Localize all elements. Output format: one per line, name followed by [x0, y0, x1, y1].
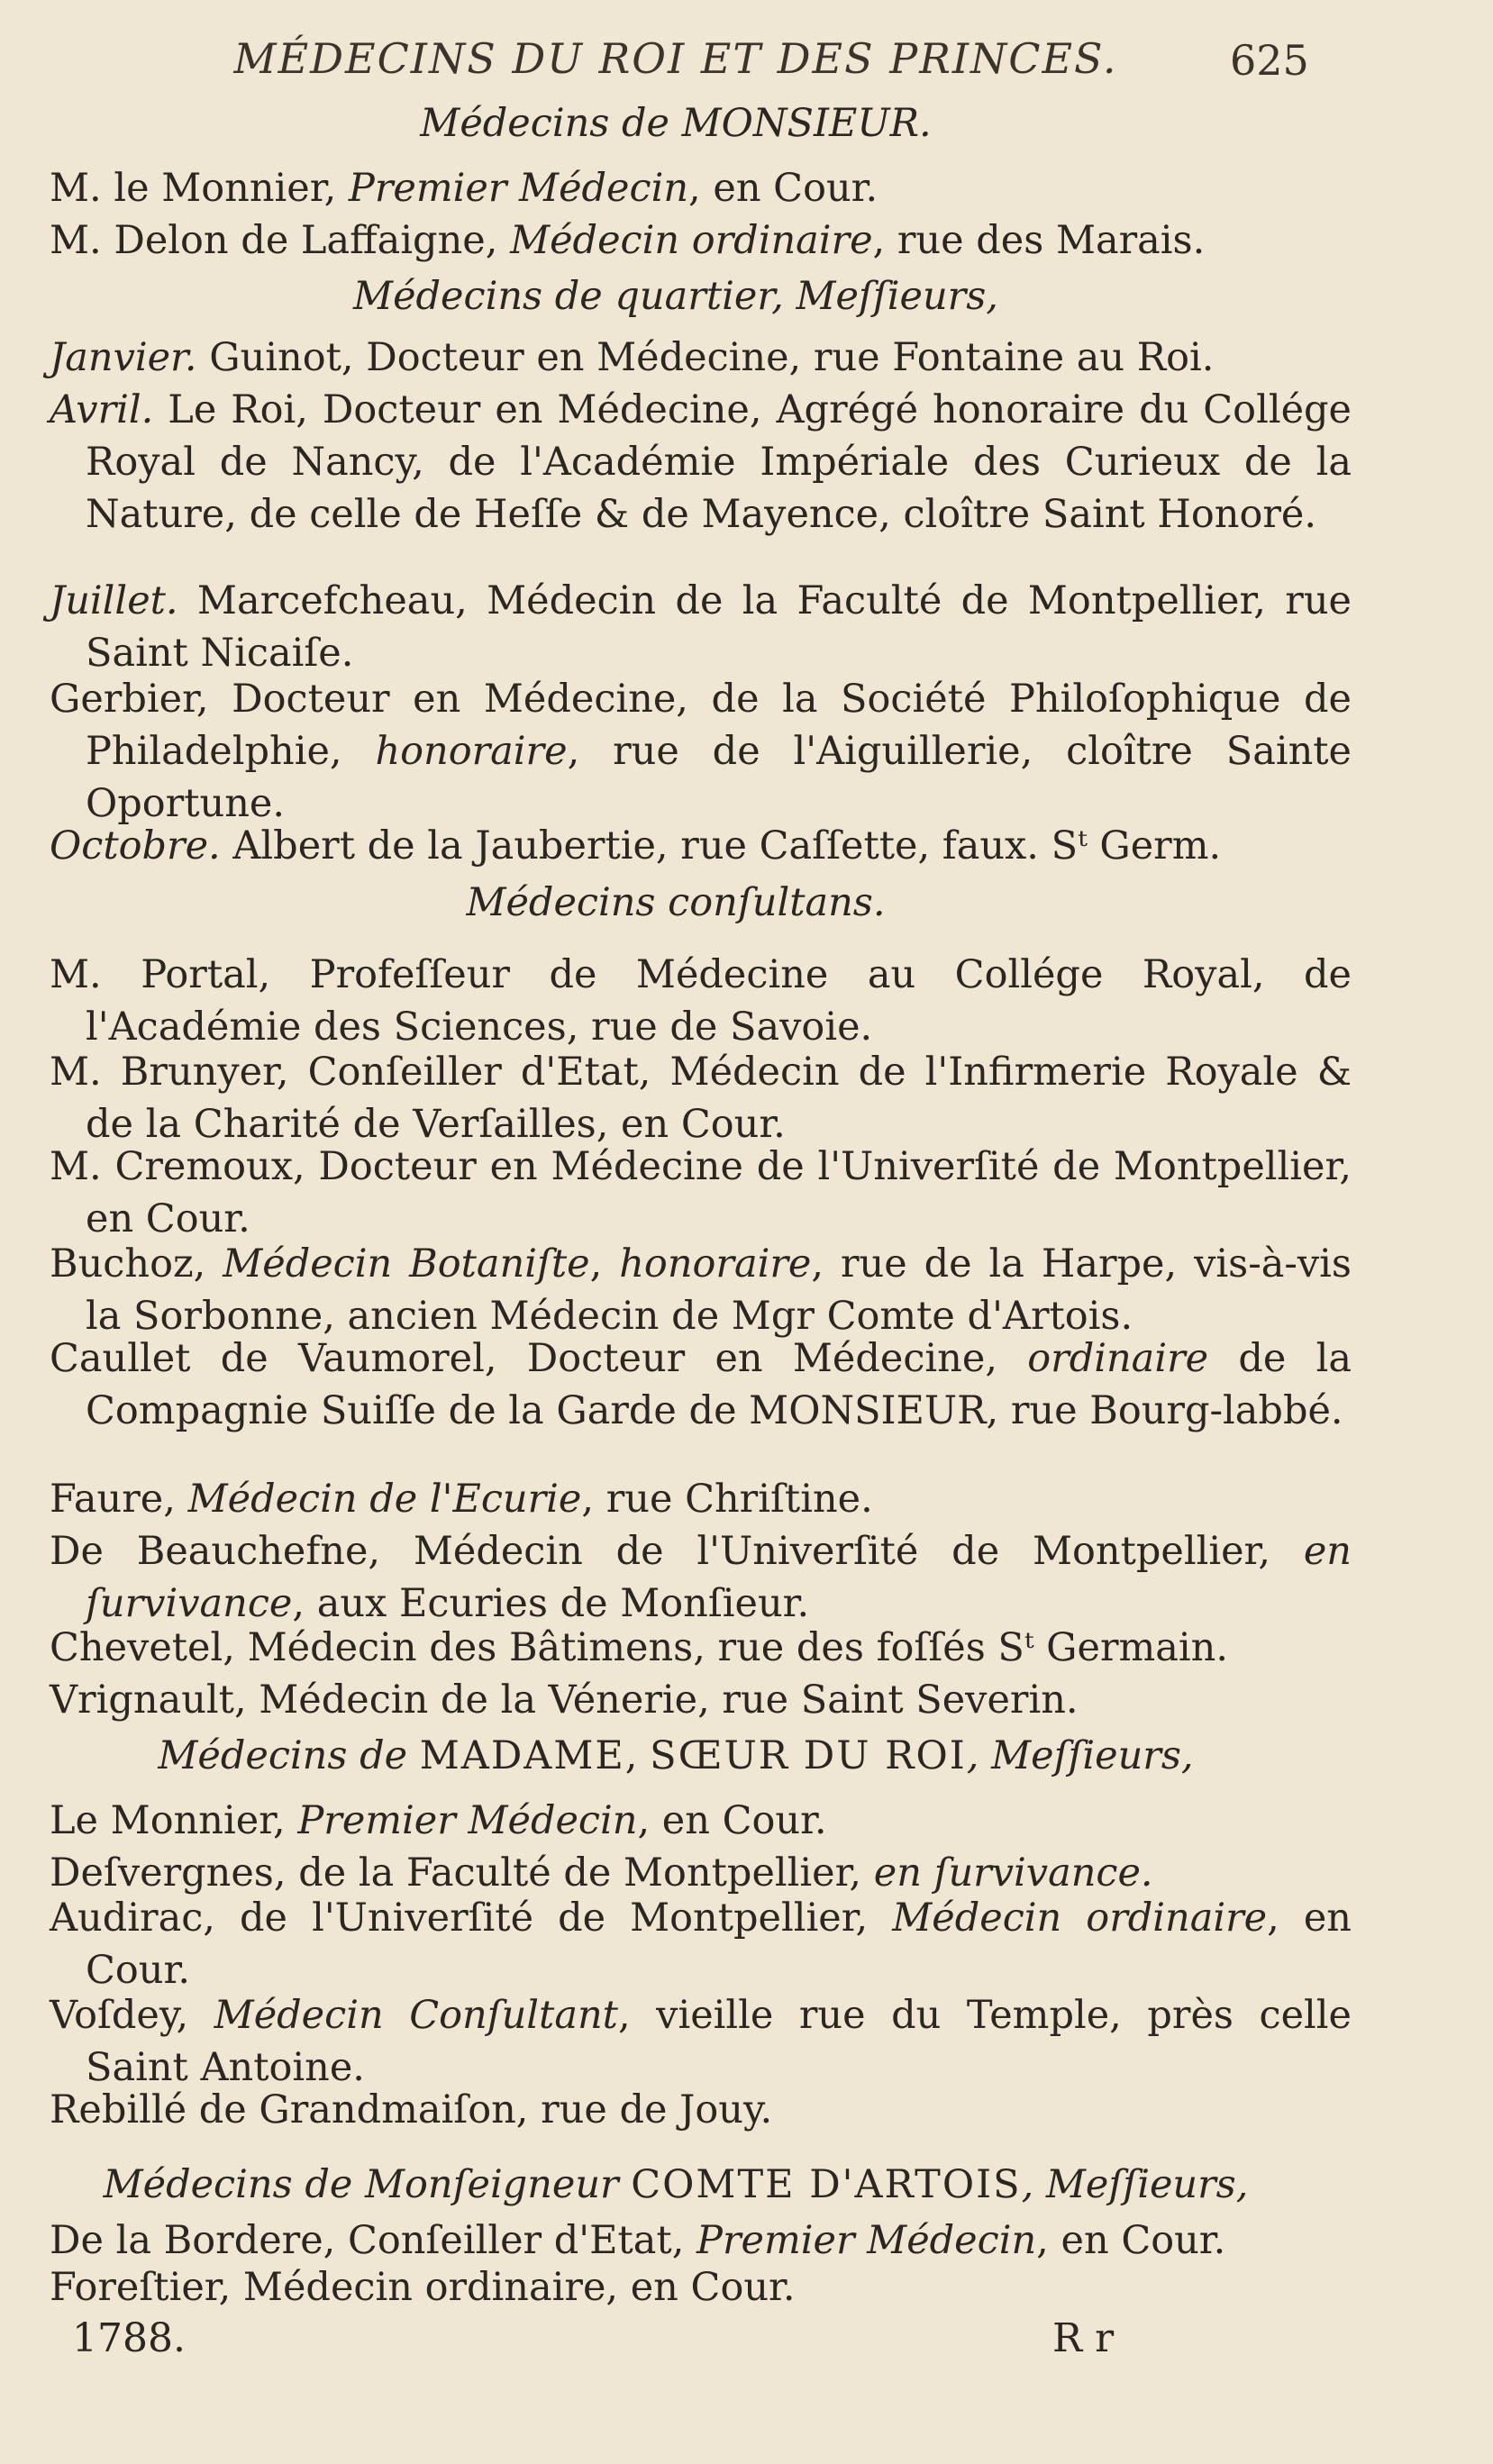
entry-month: Janvier.: [50, 335, 197, 380]
heading-name: COMTE D'ARTOIS: [631, 2162, 1022, 2207]
entry: [50, 1473, 1352, 1525]
entry-text: M. Cremoux, Docteur en Médecine de l'Univerſité de Montpellier, en Cour.: [50, 1144, 1352, 1241]
entry-text: De Beauchefne, Médecin de l'Univerſité de Montpellier,: [50, 1529, 1304, 1574]
entry-title: Médecin ordinaire: [892, 1896, 1268, 1941]
entry: [50, 1622, 1352, 1674]
heading-text: , Meſſieurs,: [1021, 2162, 1249, 2207]
entry-text: Deſvergnes, de la Faculté de Montpellier,: [50, 1850, 874, 1896]
entry-text: De la Bordere, Conſeiller d'Etat,: [50, 2218, 697, 2263]
entry: [50, 2214, 1352, 2267]
entry-month: Juillet.: [50, 578, 178, 623]
entry-title: Médecin Conſultant: [214, 1993, 618, 2038]
entry-text: , en Cour.: [86, 1896, 1352, 1993]
heading-text: Médecins de Monſeigneur: [103, 2162, 632, 2207]
entry-title: Premier Médecin: [348, 166, 689, 211]
entry-text: , rue des Marais.: [872, 218, 1206, 263]
section-heading-artois: [36, 2159, 1315, 2211]
entry-text: Foreſtier, Médecin ordinaire, en Cour.: [50, 2265, 796, 2310]
entry: [50, 214, 1352, 267]
year-footer: 1788.: [72, 2315, 186, 2361]
entry-text: Chevetel, Médecin des Bâtimens, rue des foſſés Sᵗ Germain.: [50, 1625, 1229, 1670]
entry-text: Caullet de Vaumorel, Docteur en Médecine,: [50, 1336, 1028, 1381]
entry-title: ordinaire: [1027, 1336, 1209, 1381]
heading-text: , Meſſieurs,: [966, 1733, 1194, 1778]
entry: [50, 384, 1352, 541]
entry-text: , en Cour.: [1036, 2218, 1226, 2263]
entry: [50, 1141, 1352, 1245]
page-number: 625: [1230, 36, 1309, 85]
entry: [50, 1525, 1352, 1630]
entry-text: Faure,: [50, 1477, 188, 1522]
running-head: MÉDECINS DU ROI ET DES PRINCES.: [233, 34, 1118, 83]
entry-text: , aux Ecuries de Monſieur.: [292, 1581, 810, 1626]
entry-title: Premier Médecin: [297, 1798, 638, 1843]
entry-text: Audirac, de l'Univerſité de Montpellier,: [50, 1896, 893, 1941]
entry: [50, 2261, 1352, 2314]
entry-text: , en Cour.: [688, 166, 879, 211]
entry: [50, 2084, 1352, 2136]
entry-title: Médecin ordinaire: [510, 218, 873, 263]
heading-text: ,: [624, 1733, 651, 1778]
entry-title: Médecin de l'Ecurie: [187, 1477, 582, 1522]
entry: [50, 1795, 1352, 1847]
section-heading-quartier: [36, 270, 1315, 323]
entry-text: Gerbier, Docteur en Médecine, de la Société Philoſophique de Philadelphie,: [50, 677, 1352, 774]
entry-text: Vrignault, Médecin de la Vénerie, rue Saint Severin.: [50, 1678, 1079, 1723]
entry: [50, 1674, 1352, 1726]
signature-mark: R r: [1052, 2315, 1115, 2361]
entry: [50, 575, 1352, 679]
entry-title: en ſurvivance: [86, 1529, 1352, 1626]
heading-name: SŒUR DU ROI: [650, 1733, 967, 1778]
entry-text: Le Roi, Docteur en Médecine, Agrégé honoraire du Collége Royal de Nancy, de l'Académie Impériale des Curieux de la Nature, de celle de Heſſe & de Mayence, cloître Saint Honoré.: [86, 387, 1352, 537]
entry-text: M. Delon de Laffaigne,: [50, 218, 511, 263]
entry: [50, 1046, 1352, 1150]
entry: [50, 949, 1352, 1053]
entry-title: honoraire: [619, 1241, 812, 1287]
heading-name: MADAME: [419, 1733, 625, 1778]
entry-text: Rebillé de Grandmaiſon, rue de Jouy.: [50, 2087, 773, 2132]
entry-text: M. Brunyer, Conſeiller d'Etat, Médecin de l'Infirmerie Royale & de la Charité de Verſailles, en Cour.: [50, 1050, 1352, 1147]
entry-month: Avril.: [50, 387, 154, 432]
entry: [50, 820, 1352, 872]
entry-text: ,: [589, 1241, 620, 1287]
entry-text: Albert de la Jaubertie, rue Caſſette, faux. Sᵗ Germ.: [220, 823, 1222, 868]
entry-title: en ſurvivance.: [873, 1850, 1153, 1896]
entry-month: Octobre.: [50, 823, 221, 868]
entry: [50, 1989, 1352, 2094]
entry-text: M. Portal, Profeſſeur de Médecine au Collége Royal, de l'Académie des Sciences, rue de Savoie.: [50, 952, 1352, 1050]
heading-text: Médecins de MONSIEUR.: [420, 101, 932, 146]
entry-text: , rue de l'Aiguillerie, cloître Sainte Oportune.: [86, 729, 1352, 826]
entry-text: Le Monnier,: [50, 1798, 298, 1843]
entry: [50, 162, 1352, 214]
section-heading-monsieur: [36, 97, 1315, 150]
entry-text: , vieille rue du Temple, près celle Saint Antoine.: [86, 1993, 1352, 2090]
entry-text: , rue de la Harpe, vis-à-vis la Sorbonne, ancien Médecin de Mgr Comte d'Artois.: [86, 1241, 1352, 1339]
heading-text: Médecins de: [158, 1733, 420, 1778]
entry-text: M. le Monnier,: [50, 166, 349, 211]
entry-text: Marcefcheau, Médecin de la Faculté de Montpellier, rue Saint Nicaiſe.: [86, 578, 1352, 676]
entry-text: Buchoz,: [50, 1241, 223, 1287]
entry-title: Médecin Botaniſte: [223, 1241, 590, 1287]
entry-text: Guinot, Docteur en Médecine, rue Fontaine au Roi.: [196, 335, 1215, 380]
entry: [50, 1892, 1352, 1996]
entry: [50, 332, 1352, 384]
entry: [50, 673, 1352, 830]
entry-title: honoraire: [375, 729, 568, 774]
entry-text: , rue Chriſtine.: [581, 1477, 873, 1522]
entry: [50, 1238, 1352, 1342]
entry-title: Premier Médecin: [696, 2218, 1037, 2263]
entry-text: de la Compagnie Suiſſe de la Garde de MONSIEUR, rue Bourg-labbé.: [86, 1336, 1352, 1433]
entry-text: , en Cour.: [637, 1798, 827, 1843]
section-heading-consultans: [36, 877, 1315, 929]
section-heading-madame: [36, 1730, 1315, 1782]
entry-text: Voſdey,: [50, 1993, 214, 2038]
entry: [50, 1332, 1352, 1437]
heading-text: Médecins conſultans.: [466, 880, 886, 925]
heading-text: Médecins de quartier, Meſſieurs,: [353, 274, 998, 319]
